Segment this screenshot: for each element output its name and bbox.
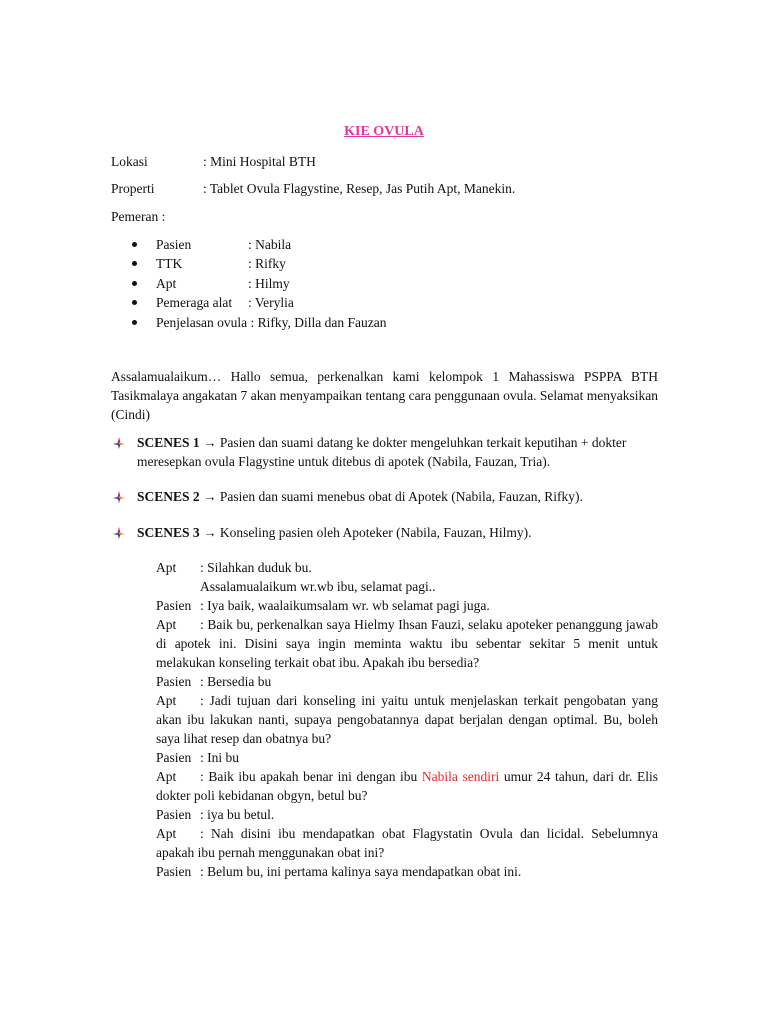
bullet-dot-icon bbox=[132, 242, 137, 247]
dialog-text: : Baik ibu apakah benar ini dengan ibu bbox=[200, 769, 422, 784]
lokasi-value: : Mini Hospital BTH bbox=[203, 154, 316, 169]
dialog-line bbox=[156, 805, 658, 824]
dialog-text: : Belum bu, ini pertama kalinya saya mendapatkan obat ini. bbox=[200, 864, 522, 879]
dialog-text: Assalamualaikum wr.wb ibu, selamat pagi.. bbox=[200, 579, 436, 594]
dialog-section bbox=[156, 558, 658, 881]
dialog-speaker: Apt bbox=[156, 826, 177, 841]
scene-item bbox=[113, 433, 658, 471]
intro-paragraph: Assalamualaikum… Hallo semua, perkenalkan kami kelompok 1 Mahassiswa PSPPA BTH Tasikmalaya angakatan 7 akan menyampaikan tentang cara penggunaan ovula. Selamat menyaksikan (Cindi) bbox=[111, 369, 658, 422]
bullet-dot-icon bbox=[132, 281, 137, 286]
cast-role: Pemeraga alat bbox=[156, 295, 233, 311]
scene-bullet-icon bbox=[113, 437, 125, 449]
scene-item bbox=[113, 523, 658, 542]
dialog-speaker: Pasien bbox=[156, 674, 192, 689]
scene-label: SCENES 3 bbox=[137, 525, 200, 540]
cast-name: : Nabila bbox=[248, 237, 292, 252]
lokasi-label: Lokasi bbox=[111, 154, 148, 169]
properti-value: : Tablet Ovula Flagystine, Resep, Jas Putih Apt, Manekin. bbox=[203, 181, 516, 196]
cast-role: Pasien bbox=[156, 237, 192, 252]
cast-list bbox=[130, 235, 386, 332]
document-title: KIE OVULA bbox=[344, 124, 424, 139]
dialog-speaker: Pasien bbox=[156, 807, 192, 822]
cast-role: TTK bbox=[156, 256, 183, 272]
dialog-speaker: Apt bbox=[156, 560, 177, 575]
dialog-speaker: Apt bbox=[156, 617, 177, 632]
scene-bullet-icon bbox=[113, 527, 125, 539]
scene-text: Konseling pasien oleh Apoteker (Nabila, Fauzan, Hilmy). bbox=[216, 525, 532, 540]
dialog-line bbox=[156, 862, 658, 881]
dialog-text: : iya bu betul. bbox=[200, 807, 275, 822]
dialog-speaker: Pasien bbox=[156, 598, 192, 613]
bullet-dot-icon bbox=[132, 320, 137, 325]
dialog-line bbox=[156, 748, 658, 767]
scene-item bbox=[113, 487, 658, 506]
scene-label: SCENES 2 bbox=[137, 489, 200, 504]
bullet-dot-icon bbox=[132, 261, 137, 266]
cast-item bbox=[130, 235, 386, 254]
properti-row bbox=[111, 179, 515, 198]
cast-item bbox=[130, 274, 386, 293]
dialog-line bbox=[156, 767, 658, 805]
scene-label: SCENES 1 bbox=[137, 435, 200, 450]
cast-name: : Verylia bbox=[248, 295, 294, 311]
dialog-line bbox=[156, 672, 658, 691]
dialog-text: : Iya baik, waalaikumsalam wr. wb selamat pagi juga. bbox=[200, 598, 490, 613]
dialog-text: : Jadi tujuan dari konseling ini yaitu untuk menjelaskan terkait pengobatan yang akan ibu lakukan nanti, supaya pengobatannya dapat berjalan dengan optimal. Bu, boleh saya lihat resep dan obatnya bu? bbox=[156, 693, 658, 746]
dialog-line bbox=[156, 596, 658, 615]
scene-text: Pasien dan suami datang ke dokter mengeluhkan terkait keputihan + dokter meresepkan ovula Flagystine untuk ditebus di apotek (Nabila, Fauzan, Tria). bbox=[137, 435, 627, 469]
properti-label: Properti bbox=[111, 181, 155, 196]
dialog-speaker: Pasien bbox=[156, 750, 192, 765]
dialog-text: : Baik bu, perkenalkan saya Hielmy Ihsan Fauzi, selaku apoteker penanggung jawab di apotek ini. Disini saya ingin meminta waktu ibu sebentar sekitar 5 menit untuk melakukan konseling terkait obat ibu. Apakah ibu bersedia? bbox=[156, 617, 658, 670]
dialog-speaker: Pasien bbox=[156, 864, 192, 879]
lokasi-row bbox=[111, 152, 316, 171]
cast-name: : Hilmy bbox=[248, 275, 290, 291]
highlighted-name: Nabila sendiri bbox=[421, 769, 500, 784]
dialog-line bbox=[156, 577, 658, 596]
dialog-text: : Bersedia bu bbox=[200, 674, 272, 689]
arrow-icon: → bbox=[203, 489, 217, 504]
dialog-line bbox=[156, 691, 658, 748]
dialog-text: umur 24 tahun, dari dr. Elis dokter poli kebidanan obgyn, betul bu? bbox=[156, 769, 658, 803]
scene-text: Pasien dan suami menebus obat di Apotek (Nabila, Fauzan, Rifky). bbox=[216, 489, 583, 504]
dialog-line bbox=[156, 558, 658, 577]
dialog-text: : Silahkan duduk bu. bbox=[200, 560, 312, 575]
cast-name: : Rifky bbox=[248, 256, 286, 272]
dialog-speaker: Apt bbox=[156, 769, 177, 784]
bullet-dot-icon bbox=[132, 300, 137, 305]
cast-item bbox=[130, 254, 386, 273]
cast-role: Penjelasan ovula bbox=[156, 314, 248, 330]
dialog-line bbox=[156, 824, 658, 862]
cast-name: : Rifky, Dilla dan Fauzan bbox=[247, 314, 387, 330]
dialog-line bbox=[156, 615, 658, 672]
cast-item bbox=[130, 293, 386, 312]
dialog-text: : Nah disini ibu mendapatkan obat Flagystatin Ovula dan licidal. Sebelumnya apakah ibu pernah menggunakan obat ini? bbox=[156, 826, 658, 860]
arrow-icon: → bbox=[203, 525, 217, 540]
arrow-icon: → bbox=[203, 435, 217, 450]
dialog-text: : Ini bu bbox=[200, 750, 239, 765]
cast-role: Apt bbox=[156, 275, 177, 291]
pemeran-label: Pemeran : bbox=[111, 209, 166, 224]
dialog-speaker: Apt bbox=[156, 693, 177, 708]
scene-bullet-icon bbox=[113, 491, 125, 503]
cast-item bbox=[130, 313, 386, 332]
